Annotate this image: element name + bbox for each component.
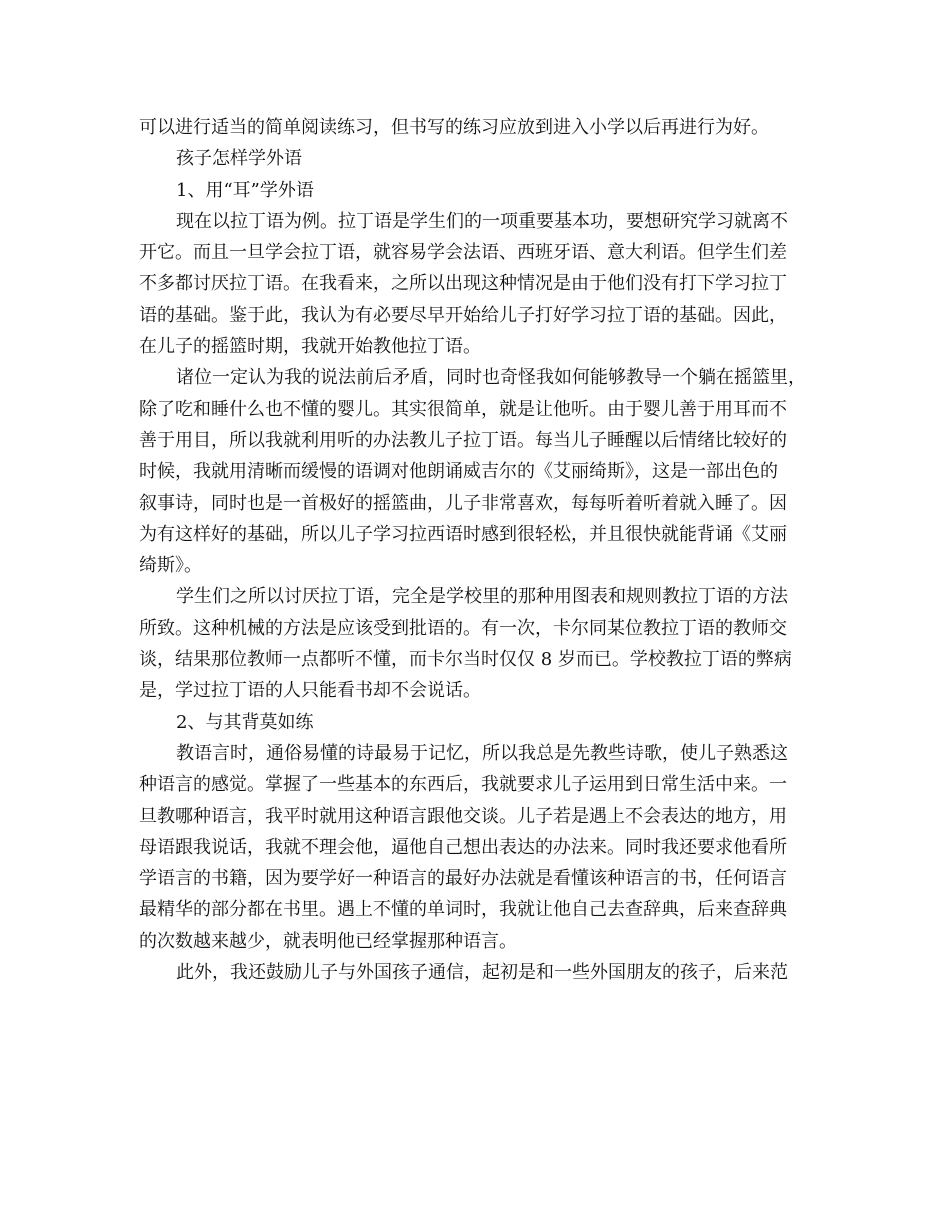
text-line: 时候，我就用清晰而缓慢的语调对他朗诵威吉尔的《艾丽绮斯》，这是一部出色的 xyxy=(139,461,778,483)
text-line: 最精华的部分都在书里。遇上不懂的单词时，我就让他自己去查辞典，后来查辞典 xyxy=(139,899,787,921)
text-line: 善于用目，所以我就利用听的办法教儿子拉丁语。每当儿子睡醒以后情绪比较好的 xyxy=(139,429,787,451)
text-line: 谈，结果那位教师一点都听不懂，而卡尔当时仅仅 8 岁而已。学校教拉丁语的弊病 xyxy=(139,649,792,671)
subsection-heading: 1、用“耳”学外语 xyxy=(176,179,314,201)
section-heading: 孩子怎样学外语 xyxy=(176,148,302,170)
text-line: 叙事诗，同时也是一首极好的摇篮曲，儿子非常喜欢，每每听着听着就入睡了。因 xyxy=(139,492,787,514)
text-line: 学生们之所以讨厌拉丁语，完全是学校里的那种用图表和规则教拉丁语的方法 xyxy=(176,586,788,608)
text-line: 不多都讨厌拉丁语。在我看来，之所以出现这种情况是由于他们没有打下学习拉丁 xyxy=(139,273,787,295)
text-line: 诸位一定认为我的说法前后矛盾，同时也奇怪我如何能够教导一个躺在摇篮里， xyxy=(176,367,806,389)
text-line: 的次数越来越少，就表明他已经掌握那种语言。 xyxy=(139,930,517,952)
text-line: 可以进行适当的简单阅读练习，但书写的练习应放到进入小学以后再进行为好。 xyxy=(139,117,769,138)
text-line: 所致。这种机械的方法是应该受到批语的。有一次，卡尔同某位教拉丁语的教师交 xyxy=(139,617,787,639)
text-line: 除了吃和睡什么也不懂的婴儿。其实很简单，就是让他听。由于婴儿善于用耳而不 xyxy=(139,398,787,420)
text-line: 学语言的书籍，因为要学好一种语言的最好办法就是看懂该种语言的书，任何语言 xyxy=(139,868,787,890)
text-line: 绮斯》。 xyxy=(139,555,202,577)
document-body xyxy=(139,112,829,988)
text-line: 为有这样好的基础，所以儿子学习拉西语时感到很轻松，并且很快就能背诵《艾丽 xyxy=(139,523,787,545)
text-line: 开它。而且一旦学会拉丁语，就容易学会法语、西班牙语、意大利语。但学生们差 xyxy=(139,242,787,264)
text-line: 种语言的感觉。掌握了一些基本的东西后，我就要求儿子运用到日常生活中来。一 xyxy=(139,774,787,796)
text-line: 是，学过拉丁语的人只能看书却不会说话。 xyxy=(139,680,481,702)
text-line: 教语言时，通俗易懂的诗最易于记忆，所以我总是先教些诗歌，使儿子熟悉这 xyxy=(176,742,788,764)
text-line: 在儿子的摇篮时期，我就开始教他拉丁语。 xyxy=(139,336,481,358)
text-line: 此外，我还鼓励儿子与外国孩子通信，起初是和一些外国朋友的孩子，后来范 xyxy=(176,962,788,984)
text-line: 旦教哪种语言，我平时就用这种语言跟他交谈。儿子若是遇上不会表达的地方，用 xyxy=(139,805,787,827)
text-line: 现在以拉丁语为例。拉丁语是学生们的一项重要基本功，要想研究学习就离不 xyxy=(176,210,788,232)
text-line: 语的基础。鉴于此，我认为有必要尽早开始给儿子打好学习拉丁语的基础。因此， xyxy=(139,304,787,326)
text-line: 母语跟我说话，我就不理会他，逼他自己想出表达的办法来。同时我还要求他看所 xyxy=(139,836,787,858)
subsection-heading: 2、与其背莫如练 xyxy=(176,711,314,733)
